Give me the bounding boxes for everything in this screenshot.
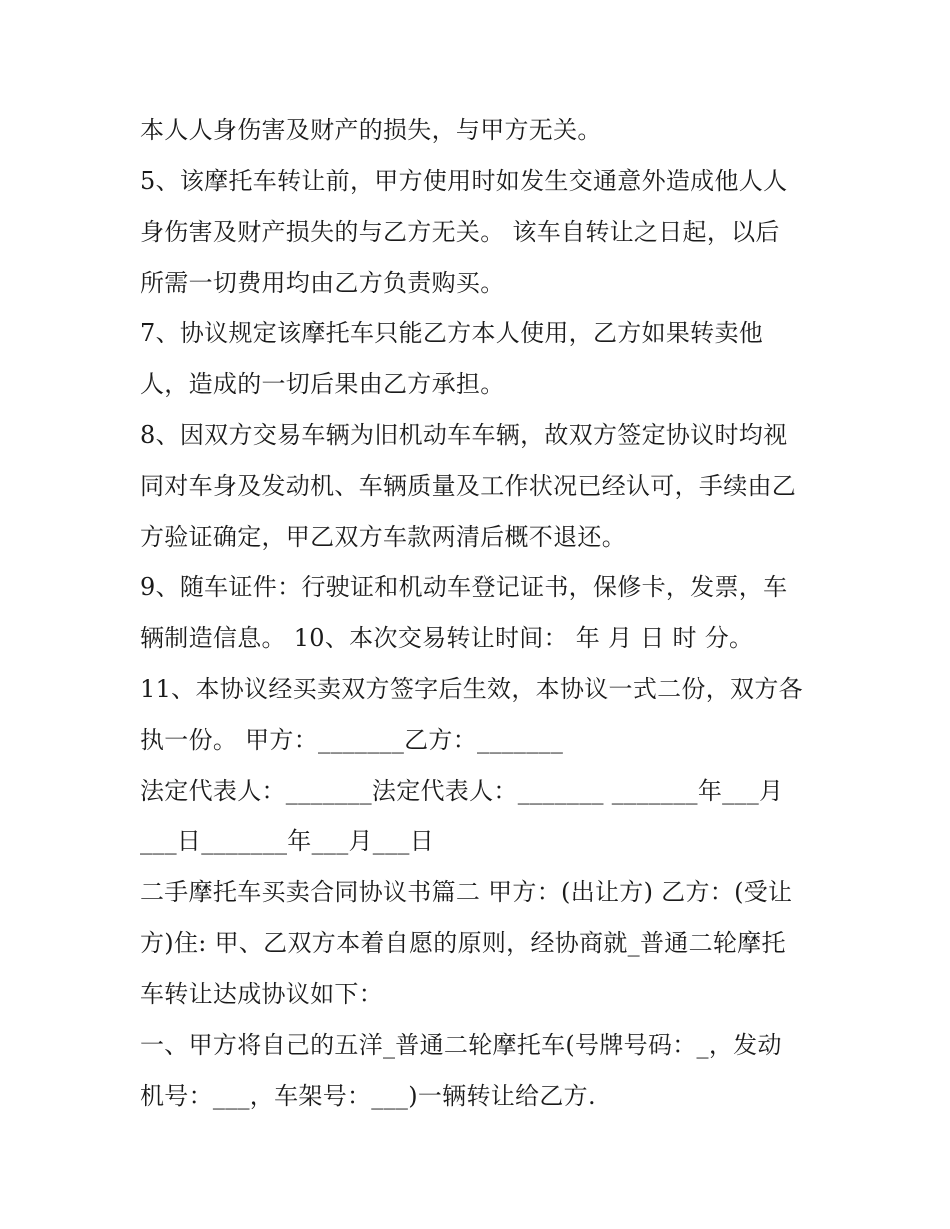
text-line: 身伤害及财产损失的与乙方无关。 该车自转让之日起，以后 (140, 218, 780, 246)
text-line: 本人人身伤害及财产的损失，与甲方无关。 (140, 116, 602, 144)
text-line: 方验证确定，甲乙双方车款两清后概不退还。 (140, 523, 626, 551)
text-line: 方)住: 甲、乙双方本着自愿的原则，经协商就_普通二轮摩托 (140, 929, 786, 957)
text-line: 8、因双方交易车辆为旧机动车车辆，故双方签定协议时均视 (140, 421, 788, 449)
text-line: 辆制造信息。 10、本次交易转让时间： 年 月 日 时 分。 (140, 624, 754, 652)
signature-line: 法定代表人：_______法定代表人：_______ _______年___月 (140, 777, 784, 805)
text-line: 9、随车证件：行驶证和机动车登记证书，保修卡，发票，车 (140, 573, 788, 601)
text-line: 车转让达成协议如下： (140, 980, 383, 1008)
text-line: 7、协议规定该摩托车只能乙方本人使用，乙方如果转卖他 (140, 319, 764, 347)
text-line: 所需一切费用均由乙方负责购买。 (140, 269, 505, 297)
text-line: 机号：___，车架号：___)一辆转让给乙方. (140, 1082, 596, 1110)
text-line: 5、该摩托车转让前，甲方使用时如发生交通意外造成他人人 (140, 167, 788, 195)
text-line: 同对车身及发动机、车辆质量及工作状况已经认可，手续由乙 (140, 472, 797, 500)
text-line: 11、本协议经买卖双方签字后生效，本协议一式二份，双方各 (140, 675, 803, 703)
date-line: ___日_______年___月___日 (140, 827, 434, 855)
text-line: 一、甲方将自己的五洋_普通二轮摩托车(号牌号码：_，发动 (140, 1031, 782, 1059)
text-line: 人，造成的一切后果由乙方承担。 (140, 370, 505, 398)
section-heading-line: 二手摩托车买卖合同协议书篇二 甲方：(出让方) 乙方：(受让 (140, 878, 793, 906)
signature-line: 执一份。 甲方：_______乙方：_______ (140, 726, 564, 754)
